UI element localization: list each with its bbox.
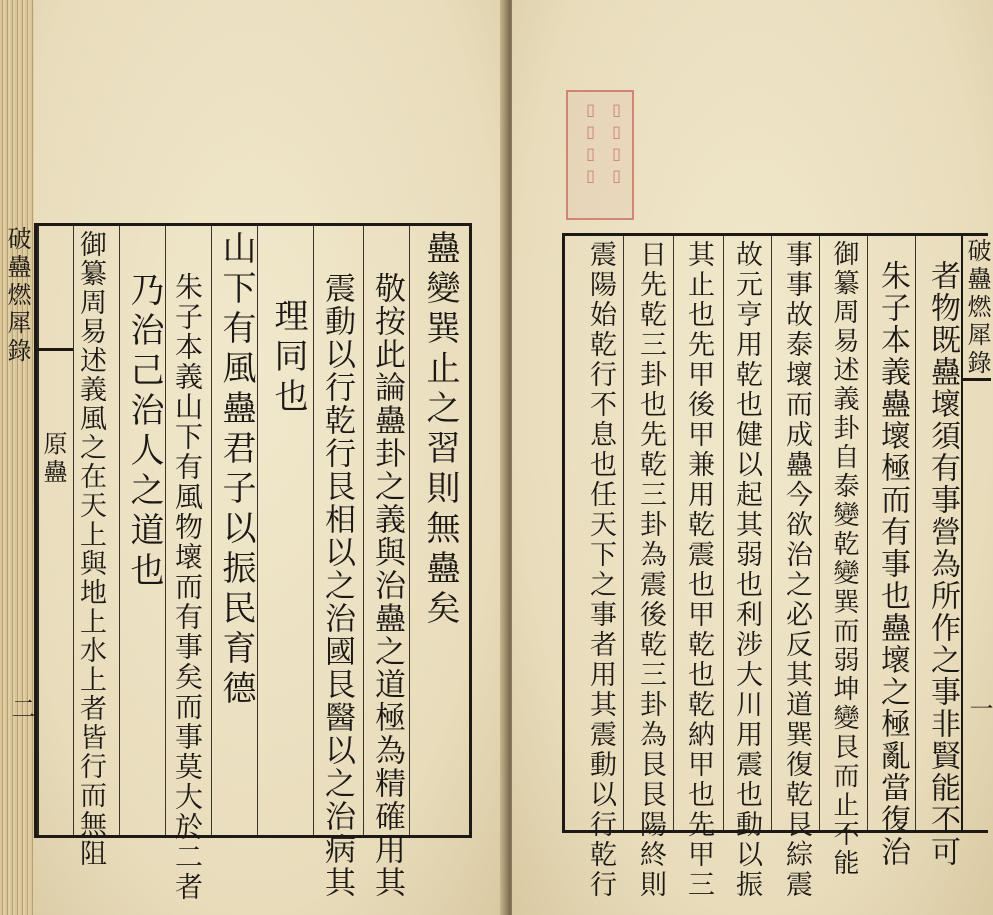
column-rule (723, 236, 724, 830)
fishtail-mark (961, 378, 991, 381)
column-rule (257, 226, 258, 835)
text-column-5: 故元亨用乾也健以起其弱也利涉大川用震也動以振 (731, 240, 762, 900)
column-rule (819, 236, 820, 830)
seal-mark: ▯▯▯▯ (607, 100, 626, 188)
left-spine-title: 破蠱燃犀錄 (3, 226, 31, 366)
column-rule (313, 226, 314, 835)
text-column-2: 朱子本義蠱壞極而有事也蠱壞之極亂當復治 (875, 260, 910, 868)
column-rule (915, 236, 916, 830)
seal-mark: ▯▯▯▯ (581, 100, 600, 188)
column-rule (363, 226, 364, 835)
fishtail-mark (37, 348, 73, 351)
text-column-1: 蠱變巽止之習則無蠱矣 (420, 230, 460, 630)
text-column-8: 御纂周易述義風之在天上與地上水上者皆行而無阻 (75, 230, 106, 868)
text-column-4: 事事故泰壞而成蠱今欲治之必反其道巽復乾艮綜震 (781, 240, 812, 900)
column-rule (211, 226, 212, 835)
text-column-5: 山下有風蠱君子以振民育德 (216, 230, 256, 710)
column-rule (165, 226, 166, 835)
column-rule (623, 236, 624, 830)
column-rule (409, 226, 410, 835)
column-rule (119, 226, 120, 835)
right-text-frame (562, 233, 993, 900)
left-text-frame (3, 223, 472, 902)
column-rule (73, 226, 74, 835)
right-spine-title: 破蠱燃犀錄 (963, 238, 991, 378)
column-rule (673, 236, 674, 830)
page-edges (0, 0, 34, 915)
column-rule (771, 236, 772, 830)
text-column-8: 震陽始乾行不息也任天下之事者用其震動以行乾行 (585, 240, 616, 900)
text-column-7: 日先乾三卦也先乾三卦為震後乾三卦為艮艮陽終則 (635, 240, 666, 900)
column-rule (867, 236, 868, 830)
left-folio-number: 二 (7, 696, 35, 724)
text-column-3: 震動以行乾行艮相以之治國艮醫以之治病其 (319, 272, 355, 899)
text-column-1: 者物既蠱壞須有事營為所作之事非賢能不可 (925, 260, 960, 868)
red-ownership-seal (566, 90, 634, 220)
right-folio-number: 一 (965, 696, 993, 724)
text-column-3: 御纂周易述義卦自泰變乾變巽而弱坤變艮而止不能 (829, 240, 859, 878)
text-column-7: 乃治己治人之道也 (124, 272, 164, 592)
text-column-6: 朱子本義山下有風物壞而有事矣而事莫大於二者 (171, 272, 204, 902)
left-chapter-label: 原蠱 (39, 431, 67, 487)
text-column-4: 理同也 (268, 298, 308, 418)
text-column-2: 敬按此論蠱卦之義與治蠱之道極為精確用其 (369, 272, 405, 899)
text-column-6: 其止也先甲後甲兼用乾震也甲乾也乾納甲也先甲三 (683, 240, 714, 900)
banxin-line (37, 226, 39, 835)
